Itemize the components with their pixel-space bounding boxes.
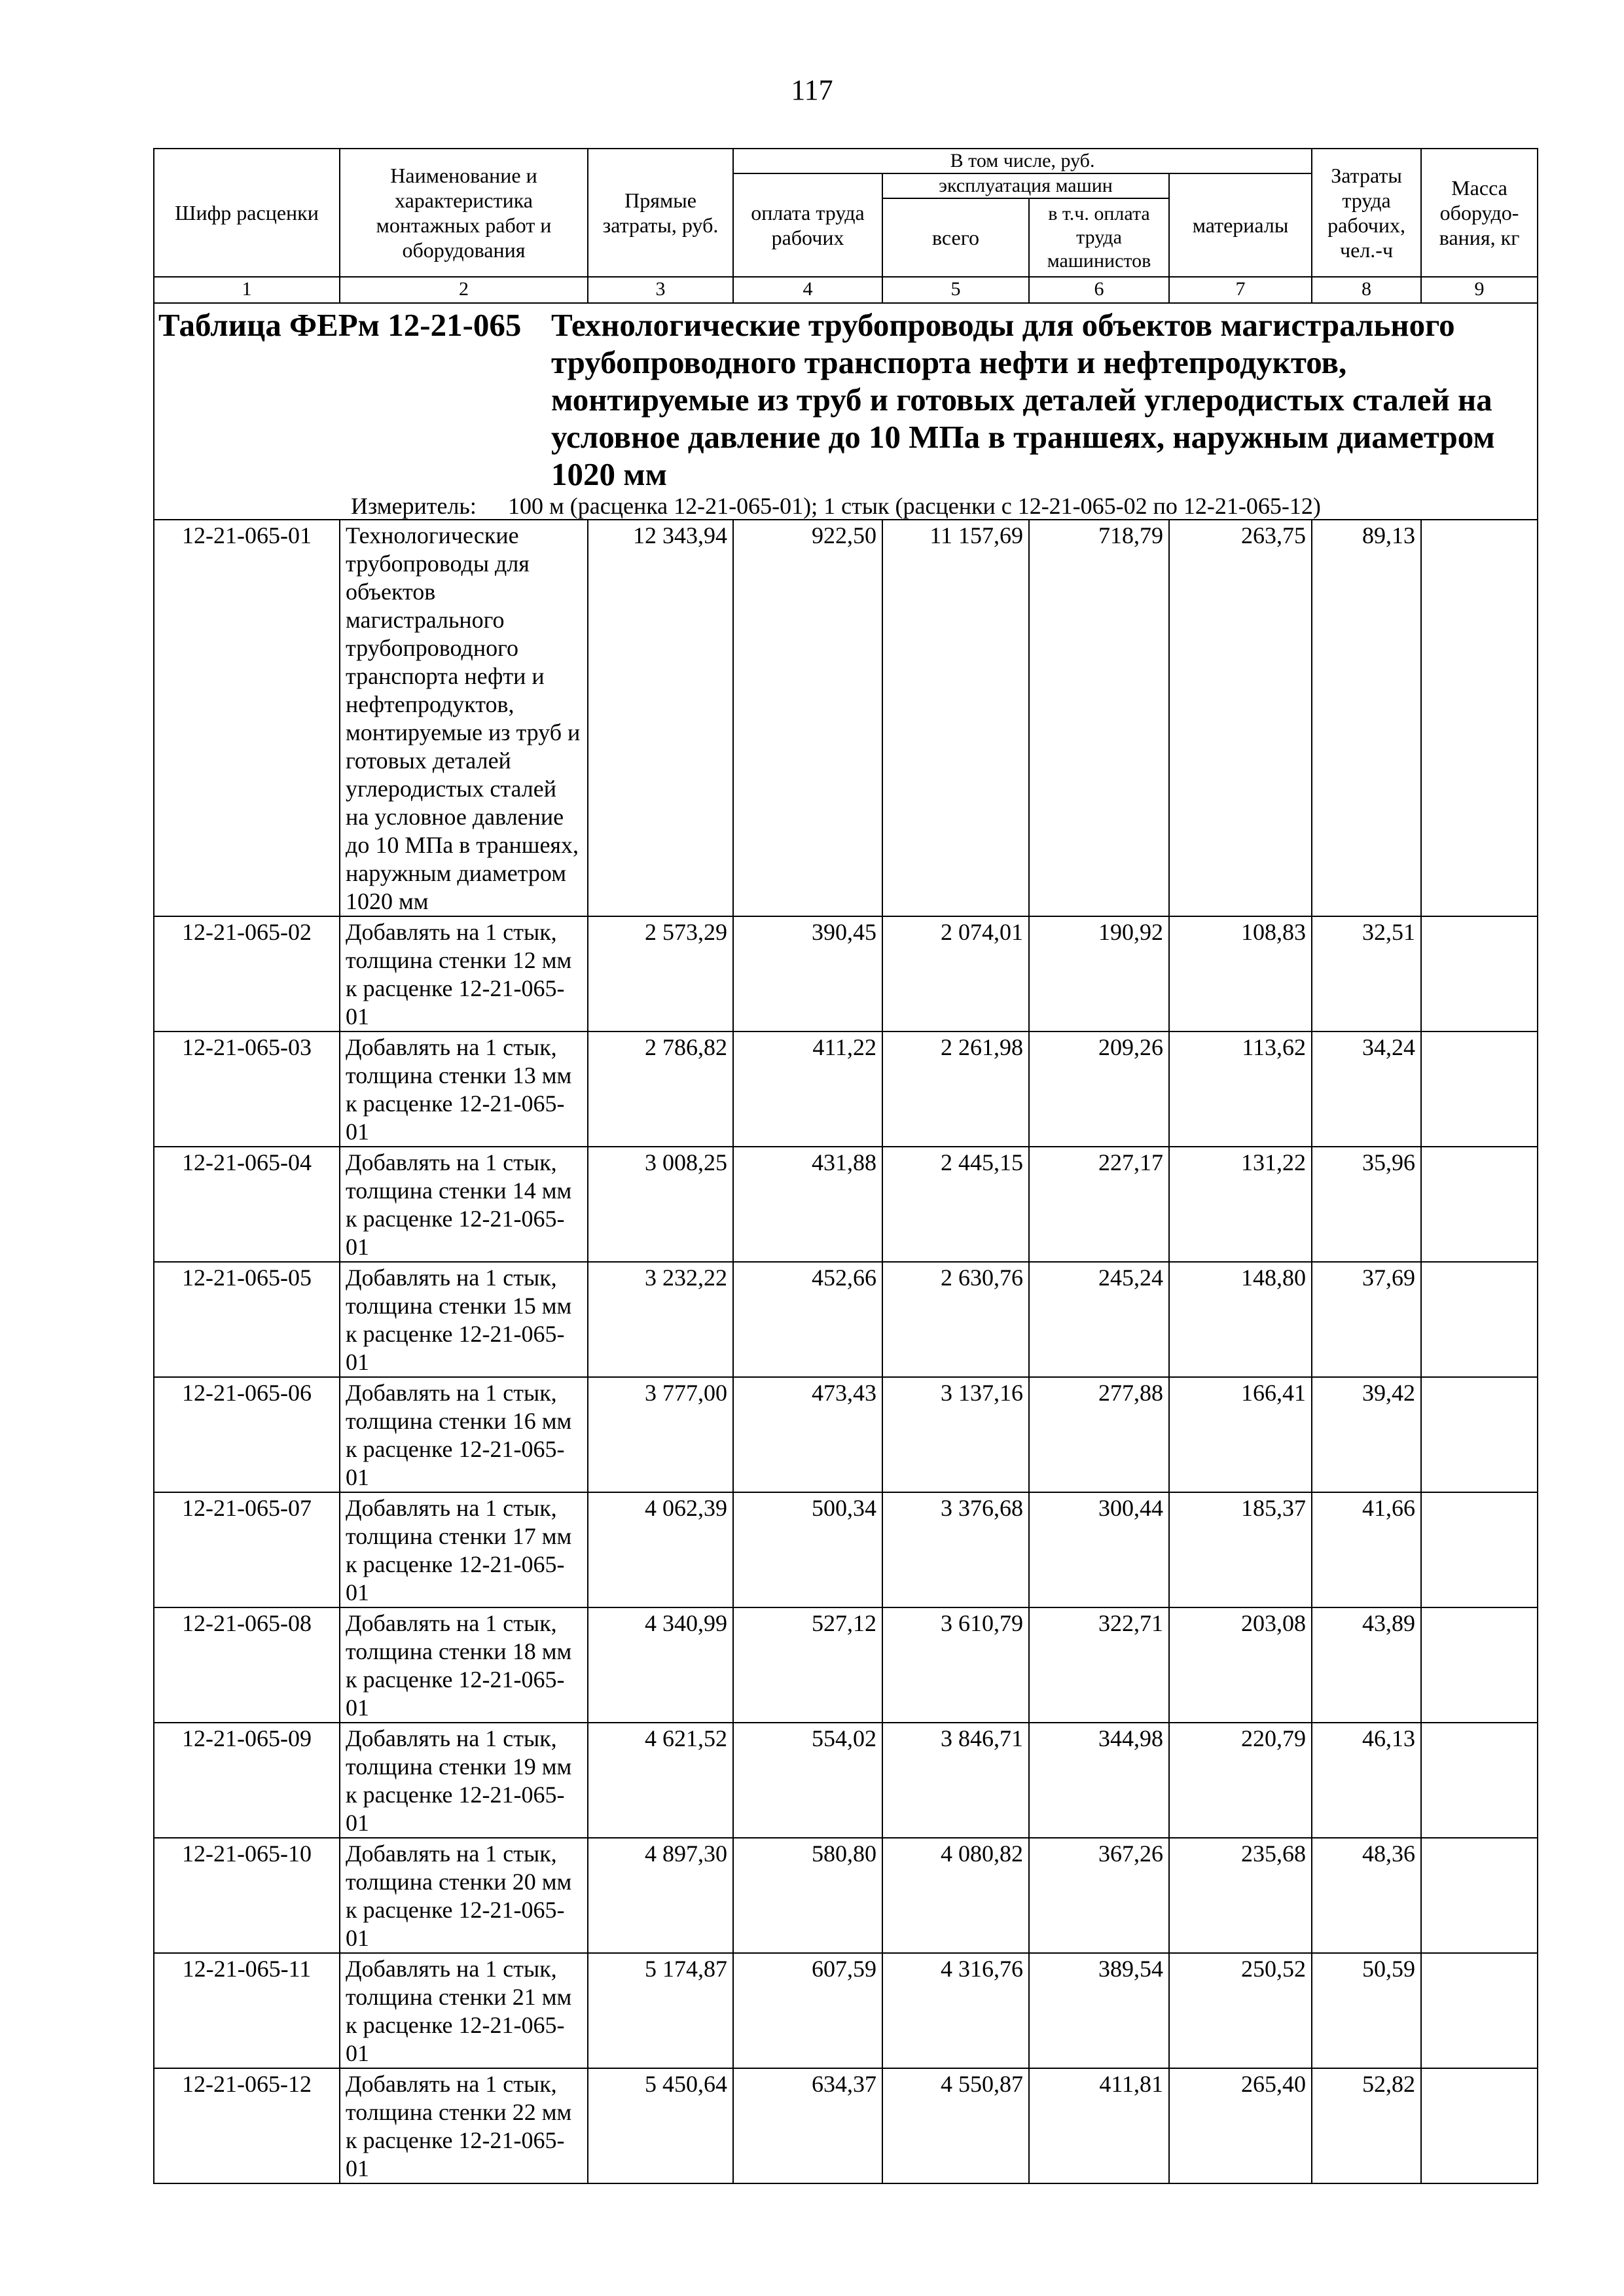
table-header [154, 149, 1538, 303]
table-row [154, 1147, 1538, 1262]
machine-total-cell: 4 080,82 [882, 1838, 1029, 1953]
table-title-row [154, 303, 1538, 520]
machine-total-cell: 2 630,76 [882, 1262, 1029, 1377]
direct-costs-cell: 4 621,52 [588, 1723, 733, 1838]
header-labor-pay: оплата труда рабочих [733, 173, 882, 277]
table-row [154, 1031, 1538, 1147]
labor-hours-cell: 50,59 [1312, 1953, 1421, 2068]
labor-pay-cell: 580,80 [733, 1838, 882, 1953]
measure-label: Измеритель: [351, 493, 477, 519]
labor-pay-cell: 390,45 [733, 916, 882, 1031]
machine-total-cell: 3 376,68 [882, 1492, 1029, 1607]
column-number: 6 [1029, 277, 1169, 303]
labor-hours-cell: 43,89 [1312, 1607, 1421, 1723]
materials-cell: 220,79 [1169, 1723, 1312, 1838]
table-row [154, 1377, 1538, 1492]
materials-cell: 203,08 [1169, 1607, 1312, 1723]
labor-pay-cell: 554,02 [733, 1723, 882, 1838]
machine-total-cell: 3 137,16 [882, 1377, 1029, 1492]
rate-name-cell: Добавлять на 1 стык, толщина стенки 19 мм к расценке 12-21-065-01 [340, 1723, 588, 1838]
labor-hours-cell: 89,13 [1312, 520, 1421, 916]
machinist-pay-cell: 411,81 [1029, 2068, 1169, 2183]
materials-cell: 113,62 [1169, 1031, 1312, 1147]
machine-total-cell: 4 550,87 [882, 2068, 1029, 2183]
machinist-pay-cell: 227,17 [1029, 1147, 1169, 1262]
rate-code-cell: 12-21-065-04 [154, 1147, 340, 1262]
table-row [154, 1838, 1538, 1953]
table-row [154, 1262, 1538, 1377]
direct-costs-cell: 4 062,39 [588, 1492, 733, 1607]
column-number: 1 [154, 277, 340, 303]
materials-cell: 131,22 [1169, 1147, 1312, 1262]
equipment-mass-cell [1421, 1377, 1538, 1492]
labor-hours-cell: 34,24 [1312, 1031, 1421, 1147]
labor-hours-cell: 52,82 [1312, 2068, 1421, 2183]
page-number: 117 [791, 74, 833, 106]
labor-pay-cell: 431,88 [733, 1147, 882, 1262]
equipment-mass-cell [1421, 1953, 1538, 2068]
column-number: 9 [1421, 277, 1538, 303]
equipment-mass-cell [1421, 2068, 1538, 2183]
machinist-pay-cell: 367,26 [1029, 1838, 1169, 1953]
rate-name-cell: Добавлять на 1 стык, толщина стенки 14 мм к расценке 12-21-065-01 [340, 1147, 588, 1262]
direct-costs-cell: 12 343,94 [588, 520, 733, 916]
equipment-mass-cell [1421, 1492, 1538, 1607]
labor-pay-cell: 607,59 [733, 1953, 882, 2068]
rate-code-cell: 12-21-065-12 [154, 2068, 340, 2183]
machine-total-cell: 11 157,69 [882, 520, 1029, 916]
column-number: 8 [1312, 277, 1421, 303]
labor-pay-cell: 922,50 [733, 520, 882, 916]
column-number: 3 [588, 277, 733, 303]
labor-hours-cell: 39,42 [1312, 1377, 1421, 1492]
rate-code-cell: 12-21-065-09 [154, 1723, 340, 1838]
measure-value: 100 м (расценка 12-21-065-01); 1 стык (расценки с 12-21-065-02 по 12-21-065-12) [508, 493, 1321, 519]
machine-total-cell: 4 316,76 [882, 1953, 1029, 2068]
header-direct-costs: Прямые затраты, руб. [588, 149, 733, 277]
labor-pay-cell: 452,66 [733, 1262, 882, 1377]
rate-code-cell: 12-21-065-08 [154, 1607, 340, 1723]
equipment-mass-cell [1421, 1607, 1538, 1723]
labor-hours-cell: 41,66 [1312, 1492, 1421, 1607]
column-numbers-row [154, 277, 1538, 303]
rate-code-cell: 12-21-065-06 [154, 1377, 340, 1492]
rate-name-cell: Технологические трубопроводы для объектов магистрального трубопроводного транспорта нефти и нефтепродуктов, монтируемые из труб и готовых деталей углеродистых сталей на условное давление до 10 МПа в траншеях, наружным диаметром 1020 мм [340, 520, 588, 916]
header-machine-operation: эксплуатация машин [882, 173, 1169, 198]
machinist-pay-cell: 277,88 [1029, 1377, 1169, 1492]
equipment-mass-cell [1421, 1031, 1538, 1147]
table-row [154, 1723, 1538, 1838]
rate-code-cell: 12-21-065-03 [154, 1031, 340, 1147]
labor-pay-cell: 634,37 [733, 2068, 882, 2183]
rate-code-cell: 12-21-065-02 [154, 916, 340, 1031]
header-equipment-mass: Масса оборудо-вания, кг [1421, 149, 1538, 277]
rate-code-cell: 12-21-065-05 [154, 1262, 340, 1377]
machine-total-cell: 3 846,71 [882, 1723, 1029, 1838]
labor-pay-cell: 527,12 [733, 1607, 882, 1723]
rate-name-cell: Добавлять на 1 стык, толщина стенки 16 мм к расценке 12-21-065-01 [340, 1377, 588, 1492]
table-title-text: Технологические трубопроводы для объектов магистрального трубопроводного транспорта нефти и нефтепродуктов, монтируемые из труб и готовых деталей углеродистых сталей на условное давление до 10 МПа в траншеях, наружным диаметром 1020 мм [551, 307, 1495, 492]
rate-name-cell: Добавлять на 1 стык, толщина стенки 13 мм к расценке 12-21-065-01 [340, 1031, 588, 1147]
table-row [154, 1607, 1538, 1723]
materials-cell: 148,80 [1169, 1262, 1312, 1377]
direct-costs-cell: 4 897,30 [588, 1838, 733, 1953]
column-number: 4 [733, 277, 882, 303]
materials-cell: 166,41 [1169, 1377, 1312, 1492]
rate-name-cell: Добавлять на 1 стык, толщина стенки 21 мм к расценке 12-21-065-01 [340, 1953, 588, 2068]
labor-hours-cell: 37,69 [1312, 1262, 1421, 1377]
machine-total-cell: 2 261,98 [882, 1031, 1029, 1147]
direct-costs-cell: 2 573,29 [588, 916, 733, 1031]
table-title-cell [154, 303, 1538, 520]
table-row [154, 2068, 1538, 2183]
direct-costs-cell: 5 450,64 [588, 2068, 733, 2183]
column-number: 2 [340, 277, 588, 303]
materials-cell: 185,37 [1169, 1492, 1312, 1607]
table-row [154, 1953, 1538, 2068]
rate-name-cell: Добавлять на 1 стык, толщина стенки 17 мм к расценке 12-21-065-01 [340, 1492, 588, 1607]
labor-pay-cell: 473,43 [733, 1377, 882, 1492]
equipment-mass-cell [1421, 1723, 1538, 1838]
machinist-pay-cell: 718,79 [1029, 520, 1169, 916]
machinist-pay-cell: 344,98 [1029, 1723, 1169, 1838]
materials-cell: 265,40 [1169, 2068, 1312, 2183]
rate-code-cell: 12-21-065-10 [154, 1838, 340, 1953]
header-code: Шифр расценки [154, 149, 340, 277]
rate-name-cell: Добавлять на 1 стык, толщина стенки 15 мм к расценке 12-21-065-01 [340, 1262, 588, 1377]
labor-hours-cell: 46,13 [1312, 1723, 1421, 1838]
direct-costs-cell: 3 232,22 [588, 1262, 733, 1377]
table-row [154, 520, 1538, 916]
header-machine-total: всего [882, 198, 1029, 277]
table-row [154, 1492, 1538, 1607]
column-number: 5 [882, 277, 1029, 303]
direct-costs-cell: 5 174,87 [588, 1953, 733, 2068]
equipment-mass-cell [1421, 916, 1538, 1031]
header-materials: материалы [1169, 173, 1312, 277]
machinist-pay-cell: 389,54 [1029, 1953, 1169, 2068]
materials-cell: 250,52 [1169, 1953, 1312, 2068]
materials-cell: 235,68 [1169, 1838, 1312, 1953]
measure-line [158, 493, 1533, 519]
header-name: Наименование и характеристика монтажных работ и оборудования [340, 149, 588, 277]
header-machinist-pay: в т.ч. оплата труда машинистов [1029, 198, 1169, 277]
rate-code-cell: 12-21-065-07 [154, 1492, 340, 1607]
direct-costs-cell: 3 777,00 [588, 1377, 733, 1492]
direct-costs-cell: 3 008,25 [588, 1147, 733, 1262]
table-title-label: Таблица ФЕРм 12-21-065 [158, 307, 522, 343]
labor-hours-cell: 35,96 [1312, 1147, 1421, 1262]
header-labor-costs: Затраты труда рабочих, чел.-ч [1312, 149, 1421, 277]
labor-pay-cell: 500,34 [733, 1492, 882, 1607]
rate-code-cell: 12-21-065-01 [154, 520, 340, 916]
rate-name-cell: Добавлять на 1 стык, толщина стенки 22 мм к расценке 12-21-065-01 [340, 2068, 588, 2183]
materials-cell: 108,83 [1169, 916, 1312, 1031]
rate-name-cell: Добавлять на 1 стык, толщина стенки 12 мм к расценке 12-21-065-01 [340, 916, 588, 1031]
machinist-pay-cell: 322,71 [1029, 1607, 1169, 1723]
materials-cell: 263,75 [1169, 520, 1312, 916]
machinist-pay-cell: 209,26 [1029, 1031, 1169, 1147]
rates-table [153, 148, 1538, 2184]
machine-total-cell: 3 610,79 [882, 1607, 1029, 1723]
rate-name-cell: Добавлять на 1 стык, толщина стенки 20 мм к расценке 12-21-065-01 [340, 1838, 588, 1953]
equipment-mass-cell [1421, 1147, 1538, 1262]
equipment-mass-cell [1421, 520, 1538, 916]
equipment-mass-cell [1421, 1838, 1538, 1953]
labor-hours-cell: 32,51 [1312, 916, 1421, 1031]
column-number: 7 [1169, 277, 1312, 303]
machinist-pay-cell: 245,24 [1029, 1262, 1169, 1377]
table-row [154, 916, 1538, 1031]
machine-total-cell: 2 445,15 [882, 1147, 1029, 1262]
direct-costs-cell: 2 786,82 [588, 1031, 733, 1147]
equipment-mass-cell [1421, 1262, 1538, 1377]
labor-hours-cell: 48,36 [1312, 1838, 1421, 1953]
machinist-pay-cell: 300,44 [1029, 1492, 1169, 1607]
header-including: В том числе, руб. [733, 149, 1312, 173]
rate-name-cell: Добавлять на 1 стык, толщина стенки 18 мм к расценке 12-21-065-01 [340, 1607, 588, 1723]
labor-pay-cell: 411,22 [733, 1031, 882, 1147]
rate-code-cell: 12-21-065-11 [154, 1953, 340, 2068]
machine-total-cell: 2 074,01 [882, 916, 1029, 1031]
machinist-pay-cell: 190,92 [1029, 916, 1169, 1031]
direct-costs-cell: 4 340,99 [588, 1607, 733, 1723]
